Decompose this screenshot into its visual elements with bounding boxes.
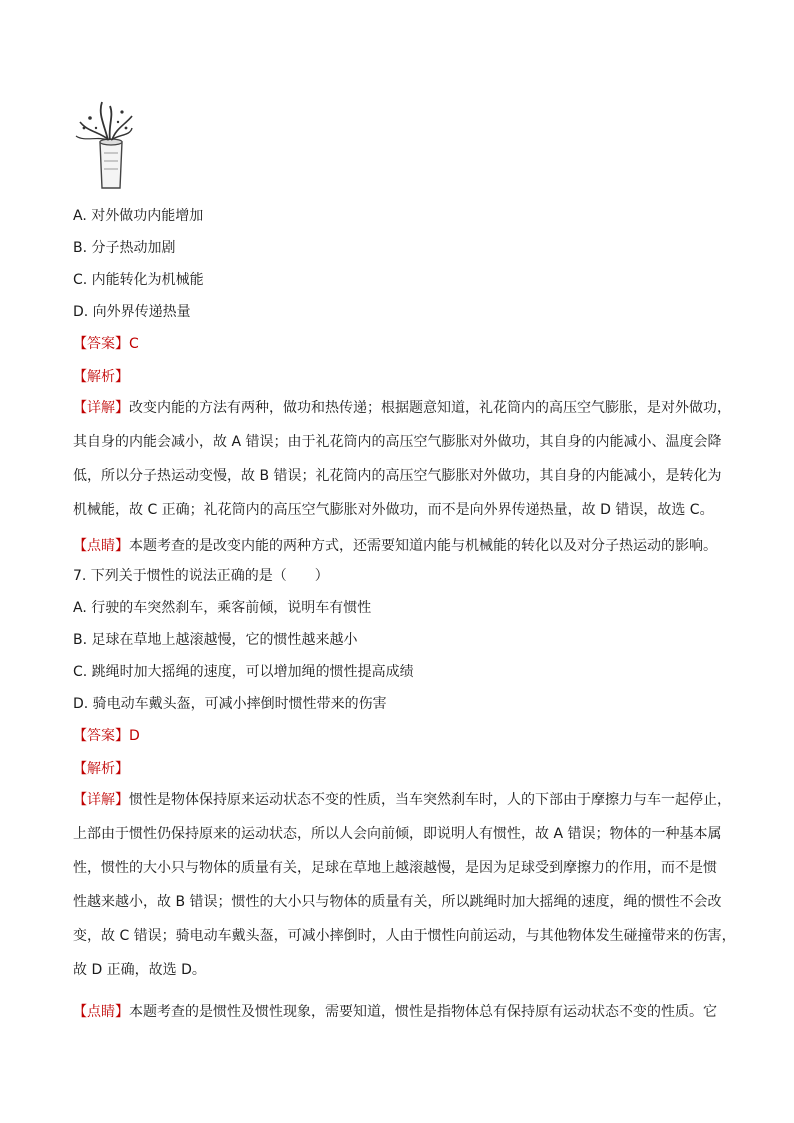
detail-tag: 【详解】: [73, 792, 129, 808]
answer-value: C: [129, 336, 139, 352]
q7-comment: [73, 1002, 717, 1022]
detail-line: 变，故 C 错误；骑电动车戴头盔，可减小摔倒时，人由于惯性向前运动，与其他物体发生碰撞带来的伤害，: [73, 928, 736, 944]
q6-option-a: A. 对外做功内能增加: [73, 208, 204, 224]
comment-text: 本题考查的是惯性及惯性现象，需要知道，惯性是指物体总有保持原有运动状态不变的性质。它: [129, 1004, 717, 1020]
answer-tag: 【答案】: [73, 728, 129, 744]
q7-question: 7. 下列关于惯性的说法正确的是（ ）: [73, 568, 329, 584]
q6-option-d: D. 向外界传递热量: [73, 304, 191, 320]
q7-analysis-tag: 【解析】: [73, 761, 129, 777]
q7-option-a: A. 行驶的车突然刹车，乘客前倾，说明车有惯性: [73, 600, 372, 616]
comment-tag: 【点睛】: [73, 1004, 129, 1020]
detail-line: 故 D 正确，故选 D。: [73, 962, 206, 978]
comment-text: 本题考查的是改变内能的两种方式，还需要知道内能与机械能的转化以及对分子热运动的影响。: [129, 538, 717, 554]
comment-tag: 【点睛】: [73, 538, 129, 554]
detail-tag: 【详解】: [73, 400, 129, 416]
q6-detail: [73, 391, 731, 527]
q7-option-b: B. 足球在草地上越滚越慢，它的惯性越来越小: [73, 632, 358, 648]
detail-line: 【详解】惯性是物体保持原来运动状态不变的性质，当车突然刹车时，人的下部由于摩擦力与车一起停止，: [73, 792, 731, 808]
answer-tag: 【答案】: [73, 336, 129, 352]
q7-option-d: D. 骑电动车戴头盔，可减小摔倒时惯性带来的伤害: [73, 696, 387, 712]
detail-line: 性，惯性的大小只与物体的质量有关，足球在草地上越滚越慢，是因为足球受到摩擦力的作用，而不是惯: [73, 860, 717, 876]
q7-detail: [73, 783, 736, 987]
q7-answer: [73, 726, 140, 746]
q6-option-b: B. 分子热动加剧: [73, 240, 176, 256]
detail-line: 上部由于惯性仍保持原来的运动状态，所以人会向前倾，即说明人有惯性，故 A 错误；物体的一种基本属: [73, 826, 722, 842]
detail-line: 机械能，故 C 正确；礼花筒内的高压空气膨胀对外做功，而不是向外界传递热量，故 D 错误，故选 C。: [73, 502, 714, 518]
q6-answer: [73, 334, 139, 354]
q6-comment: [73, 536, 717, 556]
detail-line: 性越来越小，故 B 错误；惯性的大小只与物体的质量有关，所以跳绳时加大摇绳的速度，绳的惯性不会改: [73, 894, 722, 910]
party-popper-figure: [74, 98, 134, 192]
answer-value: D: [129, 728, 140, 744]
detail-line: 【详解】改变内能的方法有两种，做功和热传递；根据题意知道，礼花筒内的高压空气膨胀，是对外做功，: [73, 400, 731, 416]
detail-line: 低，所以分子热运动变慢，故 B 错误；礼花筒内的高压空气膨胀对外做功，其自身的内能减小，是转化为: [73, 468, 722, 484]
q7-option-c: C. 跳绳时加大摇绳的速度，可以增加绳的惯性提高成绩: [73, 664, 414, 680]
q6-option-c: C. 内能转化为机械能: [73, 272, 204, 288]
q6-analysis-tag: 【解析】: [73, 369, 129, 385]
detail-line: 其自身的内能会减小，故 A 错误；由于礼花筒内的高压空气膨胀对外做功，其自身的内能减小、温度会降: [73, 434, 722, 450]
